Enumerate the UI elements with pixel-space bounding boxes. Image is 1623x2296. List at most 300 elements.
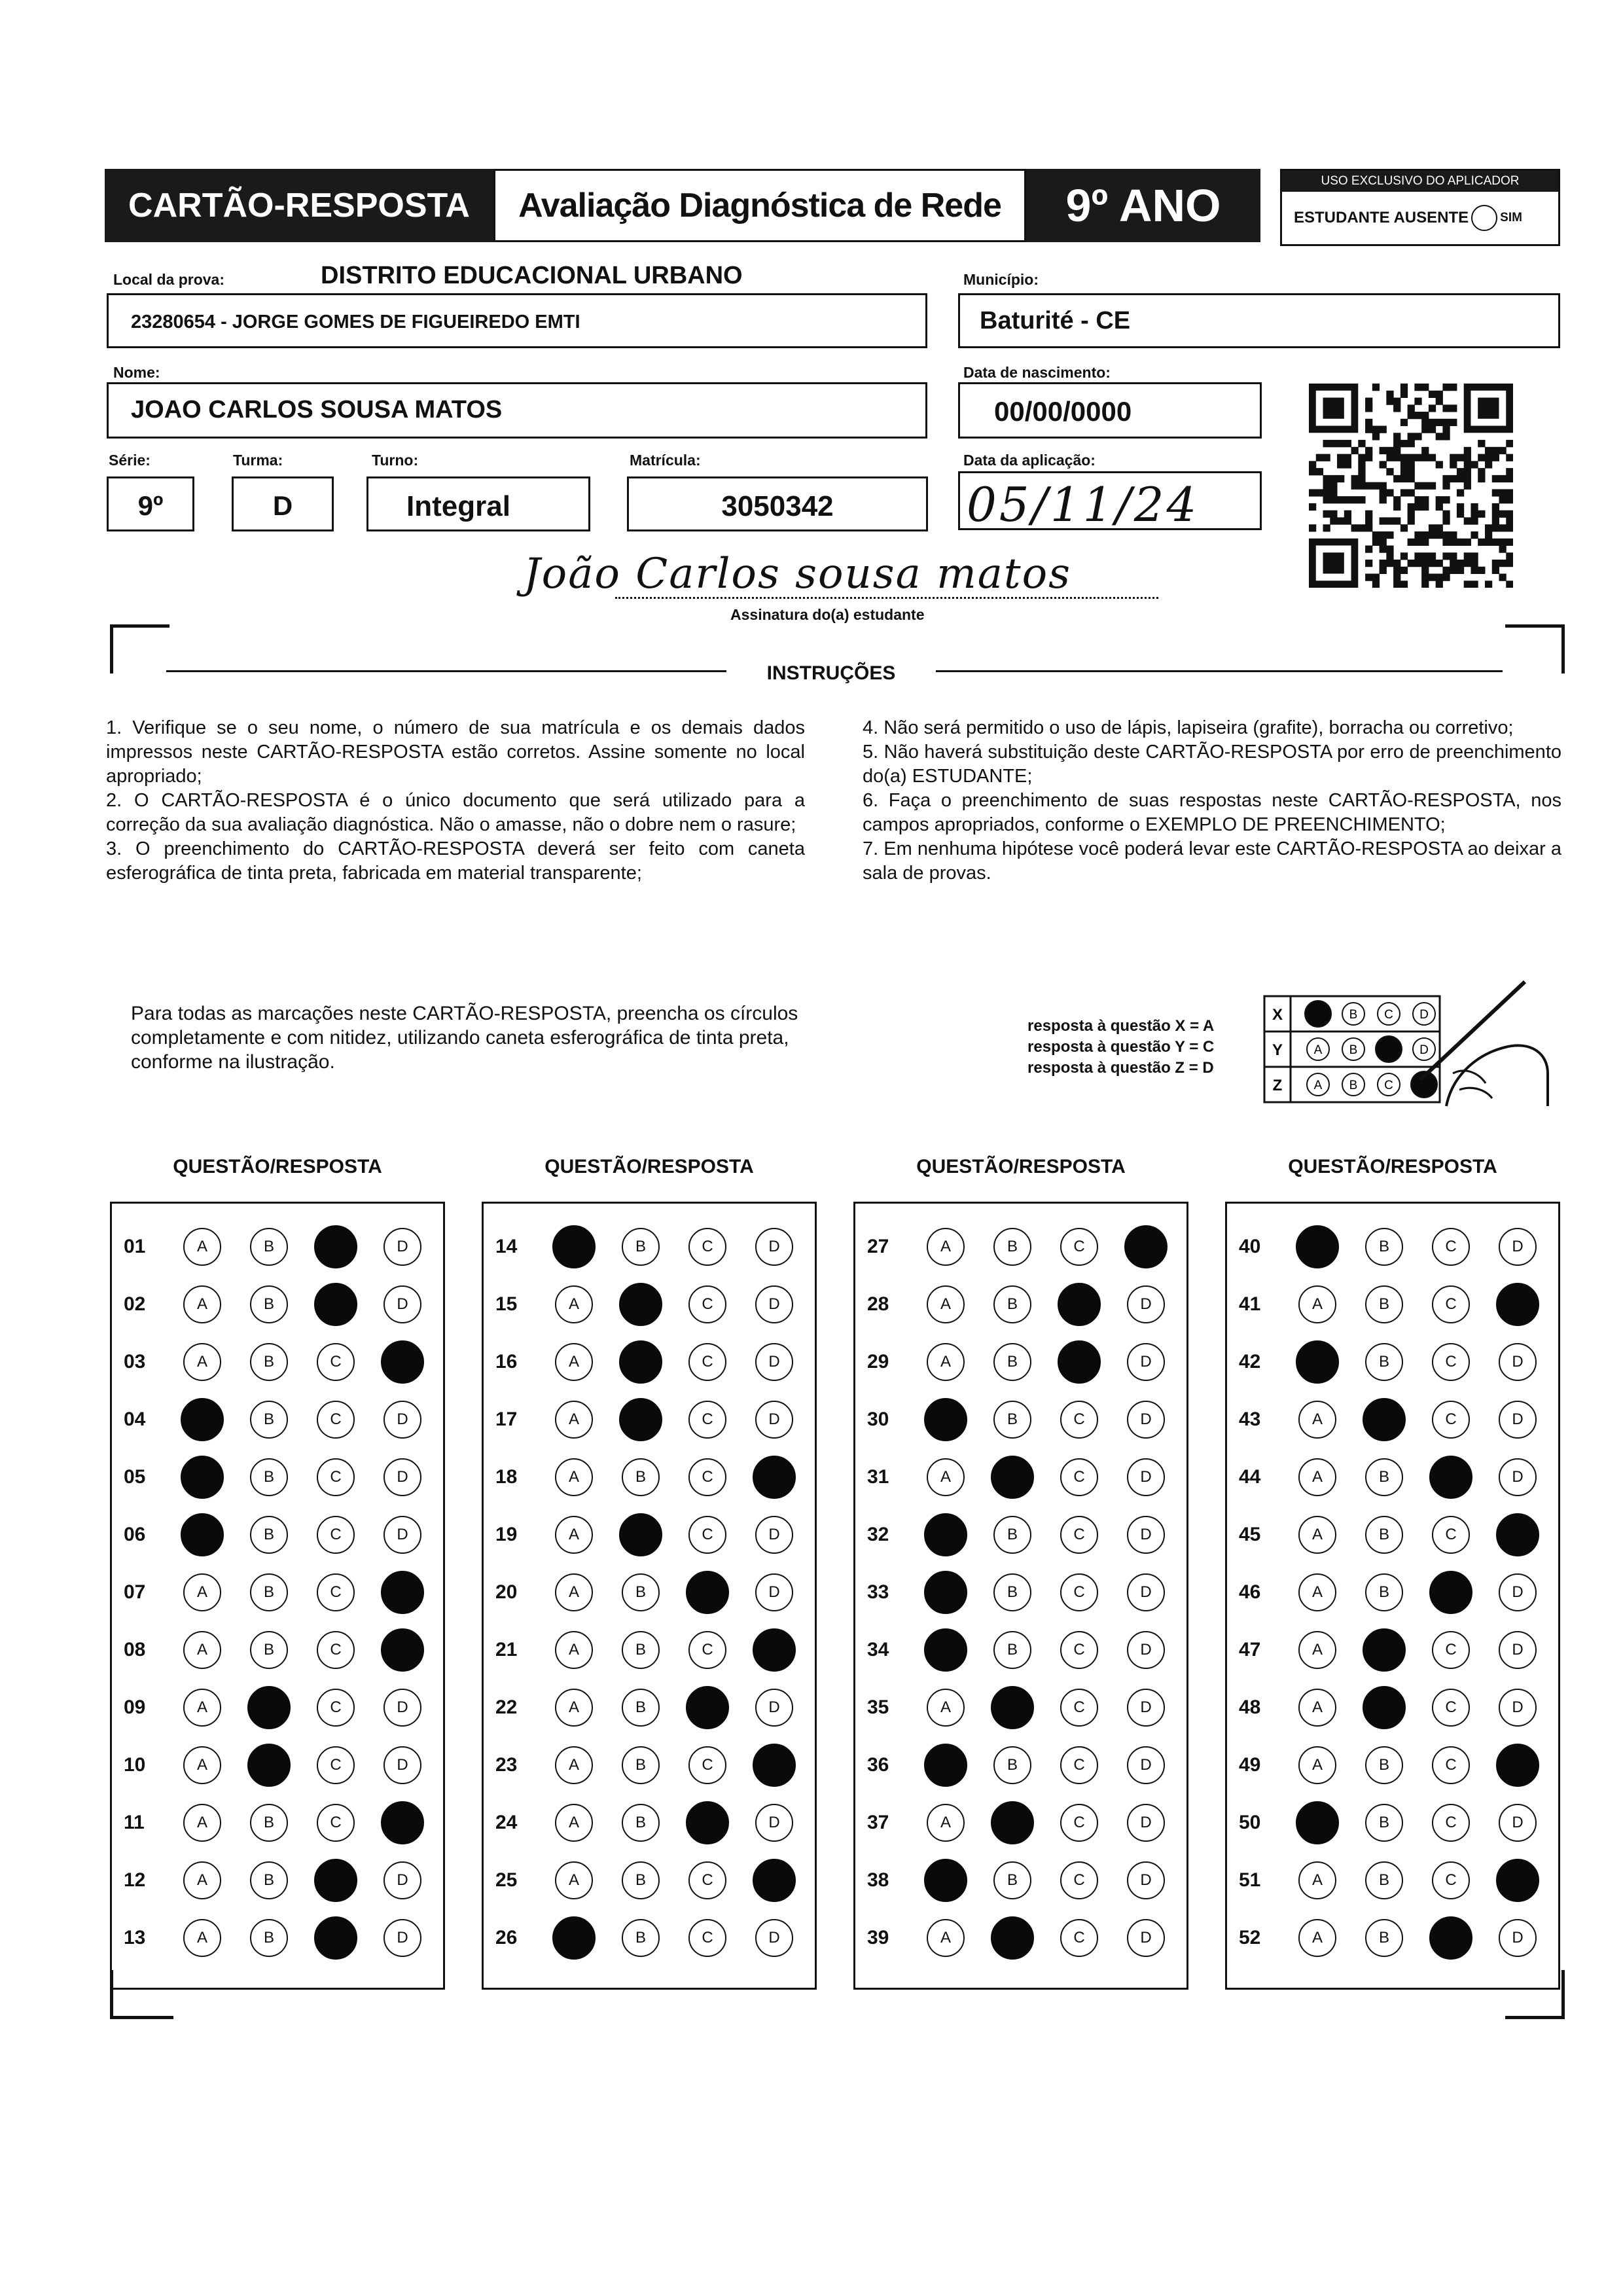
option-bubble-d[interactable]: D — [1127, 1631, 1165, 1669]
option-bubble-d[interactable]: D — [1499, 1804, 1537, 1842]
option-bubble-b[interactable]: B — [1365, 1458, 1403, 1496]
question-number: 29 — [867, 1351, 889, 1372]
option-bubble-d[interactable]: D — [1127, 1746, 1165, 1784]
answer-row — [484, 1276, 815, 1333]
applicator-title: USO EXCLUSIVO DO APLICADOR — [1282, 171, 1558, 192]
option-bubble-a[interactable]: A — [183, 1343, 221, 1381]
option-bubble-d[interactable]: D — [383, 1285, 421, 1323]
option-bubble-b[interactable] — [991, 1456, 1034, 1499]
option-bubble-b[interactable]: B — [250, 1343, 288, 1381]
option-bubble-d[interactable] — [1496, 1859, 1539, 1902]
option-bubble-d[interactable]: D — [755, 1919, 793, 1957]
option-bubble-c[interactable]: C — [1060, 1804, 1098, 1842]
option-bubble-d[interactable]: D — [1127, 1458, 1165, 1496]
option-bubble-b[interactable] — [991, 1801, 1034, 1844]
option-bubble-b[interactable]: B — [993, 1285, 1031, 1323]
turno-label: Turno: — [372, 452, 419, 469]
option-bubble-b[interactable]: B — [993, 1861, 1031, 1899]
option-bubble-c[interactable]: C — [1432, 1228, 1470, 1266]
option-bubble-c[interactable]: C — [1432, 1689, 1470, 1727]
option-bubble-d[interactable]: D — [1499, 1458, 1537, 1496]
option-bubble-b[interactable]: B — [250, 1573, 288, 1611]
option-bubble-a[interactable]: A — [1298, 1516, 1336, 1554]
option-bubble-a[interactable]: A — [927, 1343, 965, 1381]
option-bubble-c[interactable]: C — [317, 1343, 355, 1381]
corner-top-right — [1505, 624, 1565, 673]
option-bubble-b[interactable]: B — [622, 1689, 660, 1727]
question-number: 11 — [124, 1812, 145, 1833]
question-number: 40 — [1239, 1236, 1261, 1257]
option-bubble-c[interactable]: C — [317, 1746, 355, 1784]
question-number: 34 — [867, 1639, 889, 1660]
option-bubble-d[interactable] — [381, 1801, 424, 1844]
question-number: 07 — [124, 1581, 146, 1603]
option-bubble-d[interactable]: D — [1499, 1401, 1537, 1439]
question-number: 35 — [867, 1696, 889, 1718]
option-bubble-a[interactable]: A — [1298, 1631, 1336, 1669]
turma-label: Turma: — [233, 452, 283, 469]
answer-row — [1227, 1506, 1558, 1564]
option-bubble-b[interactable]: B — [622, 1861, 660, 1899]
option-bubble-b[interactable]: B — [622, 1631, 660, 1669]
pen-hand-illustration — [1407, 975, 1551, 1113]
question-number: 19 — [495, 1524, 518, 1545]
option-bubble-a[interactable]: A — [927, 1919, 965, 1957]
option-bubble-b[interactable]: B — [1365, 1516, 1403, 1554]
option-bubble-b[interactable]: B — [250, 1458, 288, 1496]
option-bubble-a[interactable]: A — [183, 1631, 221, 1669]
answer-row — [855, 1736, 1186, 1794]
question-number: 14 — [495, 1236, 518, 1257]
option-bubble-d[interactable] — [753, 1744, 796, 1787]
option-bubble-a[interactable] — [924, 1628, 967, 1672]
option-bubble-b[interactable]: B — [993, 1228, 1031, 1266]
option-bubble-c[interactable]: C — [1432, 1861, 1470, 1899]
option-bubble-c[interactable]: C — [1060, 1573, 1098, 1611]
question-number: 32 — [867, 1524, 889, 1545]
example-bubble-letter: B — [1349, 1079, 1358, 1092]
option-bubble-c[interactable] — [314, 1859, 357, 1902]
option-bubble-a[interactable]: A — [183, 1919, 221, 1957]
question-number: 45 — [1239, 1524, 1261, 1545]
option-bubble-d[interactable] — [1496, 1283, 1539, 1326]
option-bubble-d[interactable]: D — [383, 1919, 421, 1957]
option-bubble-c[interactable]: C — [1060, 1458, 1098, 1496]
option-bubble-c[interactable]: C — [1060, 1689, 1098, 1727]
option-bubble-d[interactable]: D — [1127, 1804, 1165, 1842]
option-bubble-c[interactable] — [686, 1686, 729, 1729]
option-bubble-d[interactable] — [753, 1628, 796, 1672]
option-bubble-b[interactable]: B — [250, 1516, 288, 1554]
option-bubble-d[interactable]: D — [383, 1689, 421, 1727]
option-bubble-c[interactable]: C — [688, 1516, 726, 1554]
option-bubble-a[interactable] — [924, 1859, 967, 1902]
question-number: 26 — [495, 1927, 518, 1948]
option-bubble-b[interactable]: B — [250, 1861, 288, 1899]
option-bubble-c[interactable]: C — [1432, 1746, 1470, 1784]
question-number: 06 — [124, 1524, 146, 1545]
option-bubble-c[interactable]: C — [688, 1458, 726, 1496]
nascimento-label: Data de nascimento: — [963, 364, 1111, 381]
aplicacao-value: 05/11/24 — [967, 477, 1200, 532]
option-bubble-a[interactable] — [924, 1513, 967, 1556]
option-bubble-d[interactable] — [1496, 1513, 1539, 1556]
instruction-7: 7. Em nenhuma hipótese você poderá levar este CARTÃO-RESPOSTA ao deixar a sala de provas. — [863, 838, 1561, 884]
option-bubble-c[interactable] — [1429, 1456, 1472, 1499]
option-bubble-b[interactable] — [619, 1398, 662, 1441]
option-bubble-c[interactable] — [314, 1225, 357, 1268]
option-bubble-d[interactable]: D — [1499, 1919, 1537, 1957]
answer-row — [112, 1448, 443, 1506]
option-bubble-c[interactable]: C — [317, 1573, 355, 1611]
option-bubble-a[interactable]: A — [555, 1861, 593, 1899]
option-bubble-c[interactable]: C — [1432, 1343, 1470, 1381]
option-bubble-c[interactable]: C — [688, 1401, 726, 1439]
turma-field — [232, 476, 334, 531]
municipio-label: Município: — [963, 271, 1039, 288]
option-bubble-d[interactable]: D — [383, 1401, 421, 1439]
option-bubble-b[interactable] — [1363, 1628, 1406, 1672]
answer-row — [484, 1736, 815, 1794]
option-bubble-b[interactable]: B — [1365, 1228, 1403, 1266]
option-bubble-d[interactable]: D — [1127, 1516, 1165, 1554]
option-bubble-a[interactable]: A — [183, 1861, 221, 1899]
answer-row — [484, 1448, 815, 1506]
answer-row — [1227, 1679, 1558, 1736]
option-bubble-a[interactable]: A — [1298, 1458, 1336, 1496]
option-bubble-a[interactable]: A — [183, 1228, 221, 1266]
instructions-rule-right — [936, 670, 1503, 672]
question-number: 25 — [495, 1869, 518, 1891]
option-bubble-a[interactable]: A — [183, 1804, 221, 1842]
option-bubble-a[interactable]: A — [183, 1689, 221, 1727]
option-bubble-d[interactable] — [1496, 1744, 1539, 1787]
option-bubble-a[interactable]: A — [555, 1804, 593, 1842]
question-number: 48 — [1239, 1696, 1261, 1718]
option-bubble-b[interactable] — [1363, 1398, 1406, 1441]
option-bubble-c[interactable]: C — [1060, 1631, 1098, 1669]
instruction-6: 6. Faça o preenchimento de suas respostas neste CARTÃO-RESPOSTA, nos campos apropriados, conforme o EXEMPLO DE PREENCHIMENTO; — [863, 790, 1561, 835]
option-bubble-c[interactable]: C — [1432, 1401, 1470, 1439]
option-bubble-a[interactable] — [924, 1571, 967, 1614]
option-bubble-d[interactable] — [1124, 1225, 1168, 1268]
option-bubble-a[interactable] — [1296, 1340, 1339, 1384]
option-bubble-c[interactable]: C — [1060, 1401, 1098, 1439]
option-bubble-b[interactable]: B — [250, 1228, 288, 1266]
option-bubble-c[interactable] — [686, 1571, 729, 1614]
instructions-right — [863, 716, 1561, 886]
option-bubble-b[interactable]: B — [1365, 1804, 1403, 1842]
answer-column-title: QUESTÃO/RESPOSTA — [916, 1156, 1126, 1177]
option-bubble-c[interactable] — [686, 1801, 729, 1844]
option-bubble-b[interactable]: B — [622, 1228, 660, 1266]
option-bubble-a[interactable] — [181, 1398, 224, 1441]
option-bubble-c[interactable]: C — [317, 1516, 355, 1554]
option-bubble-c[interactable] — [314, 1916, 357, 1960]
option-bubble-b[interactable]: B — [993, 1401, 1031, 1439]
option-bubble-c[interactable]: C — [317, 1631, 355, 1669]
question-number: 47 — [1239, 1639, 1261, 1660]
example-bubble-letter: C — [1384, 1008, 1393, 1022]
option-bubble-a[interactable]: A — [555, 1458, 593, 1496]
option-bubble-d[interactable]: D — [383, 1228, 421, 1266]
answer-row — [1227, 1218, 1558, 1276]
option-bubble-c[interactable] — [1429, 1571, 1472, 1614]
option-bubble-a[interactable] — [552, 1916, 596, 1960]
option-bubble-b[interactable] — [991, 1916, 1034, 1960]
option-bubble-d[interactable]: D — [1499, 1631, 1537, 1669]
option-bubble-b[interactable]: B — [1365, 1746, 1403, 1784]
local-label: Local da prova: — [113, 271, 224, 288]
option-bubble-d[interactable]: D — [383, 1458, 421, 1496]
option-bubble-a[interactable]: A — [927, 1285, 965, 1323]
local-district: DISTRITO EDUCACIONAL URBANO — [321, 262, 743, 289]
example-legend-z: resposta à questão Z = D — [1027, 1059, 1214, 1077]
option-bubble-b[interactable]: B — [1365, 1919, 1403, 1957]
fill-note: Para todas as marcações neste CARTÃO-RESPOSTA, preencha os círculos completamente e com nitidez, utilizando caneta esferográfica de tinta preta, conforme na ilustração. — [131, 1003, 798, 1073]
option-bubble-c[interactable]: C — [1060, 1919, 1098, 1957]
option-bubble-c[interactable]: C — [317, 1401, 355, 1439]
option-bubble-a[interactable]: A — [183, 1573, 221, 1611]
option-bubble-b[interactable]: B — [993, 1573, 1031, 1611]
question-number: 41 — [1239, 1293, 1261, 1315]
option-bubble-b[interactable] — [991, 1686, 1034, 1729]
option-bubble-b[interactable]: B — [1365, 1343, 1403, 1381]
aplicacao-field — [958, 471, 1262, 530]
option-bubble-b[interactable] — [619, 1513, 662, 1556]
option-bubble-b[interactable] — [1363, 1686, 1406, 1729]
option-bubble-b[interactable]: B — [993, 1516, 1031, 1554]
option-bubble-d[interactable]: D — [755, 1573, 793, 1611]
option-bubble-a[interactable]: A — [927, 1804, 965, 1842]
option-bubble-d[interactable]: D — [755, 1804, 793, 1842]
question-number: 30 — [867, 1408, 889, 1430]
option-bubble-b[interactable]: B — [250, 1631, 288, 1669]
option-bubble-d[interactable]: D — [383, 1516, 421, 1554]
option-bubble-b[interactable]: B — [993, 1343, 1031, 1381]
answer-row — [1227, 1794, 1558, 1852]
option-bubble-a[interactable]: A — [1298, 1401, 1336, 1439]
option-bubble-a[interactable]: A — [1298, 1861, 1336, 1899]
example-bubble-letter: D — [1419, 1043, 1429, 1057]
option-bubble-d[interactable]: D — [383, 1746, 421, 1784]
option-bubble-d[interactable]: D — [1127, 1285, 1165, 1323]
question-number: 52 — [1239, 1927, 1261, 1948]
answer-row — [1227, 1621, 1558, 1679]
option-bubble-c[interactable]: C — [688, 1861, 726, 1899]
answer-column-box — [1225, 1202, 1560, 1990]
example-bubble-letter: B — [1349, 1043, 1358, 1057]
question-number: 50 — [1239, 1812, 1261, 1833]
option-bubble-d[interactable]: D — [1499, 1343, 1537, 1381]
option-bubble-d[interactable]: D — [755, 1285, 793, 1323]
answer-row — [1227, 1333, 1558, 1391]
option-bubble-c[interactable]: C — [317, 1804, 355, 1842]
option-bubble-b[interactable]: B — [622, 1458, 660, 1496]
signature-label: Assinatura do(a) estudante — [730, 606, 925, 623]
option-bubble-b[interactable]: B — [1365, 1861, 1403, 1899]
option-bubble-d[interactable]: D — [755, 1689, 793, 1727]
option-bubble-a[interactable] — [181, 1513, 224, 1556]
example-bubble — [1305, 1001, 1331, 1027]
question-number: 23 — [495, 1754, 518, 1776]
option-bubble-b[interactable]: B — [250, 1804, 288, 1842]
option-bubble-d[interactable] — [381, 1571, 424, 1614]
option-bubble-b[interactable]: B — [1365, 1573, 1403, 1611]
option-bubble-d[interactable]: D — [755, 1343, 793, 1381]
answer-row — [484, 1794, 815, 1852]
instruction-2: 2. O CARTÃO-RESPOSTA é o único documento que será utilizado para a correção da sua avaliação diagnóstica. Não o amasse, não o dobre nem o rasure; — [106, 790, 805, 835]
option-bubble-b[interactable]: B — [993, 1746, 1031, 1784]
option-bubble-a[interactable]: A — [927, 1689, 965, 1727]
option-bubble-d[interactable]: D — [1499, 1689, 1537, 1727]
option-bubble-d[interactable]: D — [1127, 1919, 1165, 1957]
option-bubble-a[interactable]: A — [555, 1689, 593, 1727]
answer-row — [112, 1218, 443, 1276]
option-bubble-c[interactable]: C — [317, 1689, 355, 1727]
option-bubble-a[interactable]: A — [927, 1458, 965, 1496]
option-bubble-a[interactable]: A — [555, 1631, 593, 1669]
option-bubble-c[interactable] — [1058, 1283, 1101, 1326]
option-bubble-b[interactable] — [619, 1283, 662, 1326]
option-bubble-d[interactable] — [753, 1859, 796, 1902]
absent-checkbox[interactable] — [1294, 205, 1522, 231]
example-bubble-letter: B — [1349, 1008, 1358, 1022]
option-bubble-c[interactable]: C — [688, 1919, 726, 1957]
option-bubble-b[interactable]: B — [1365, 1285, 1403, 1323]
option-bubble-a[interactable]: A — [183, 1285, 221, 1323]
answer-row — [1227, 1852, 1558, 1909]
option-bubble-c[interactable]: C — [1060, 1746, 1098, 1784]
option-bubble-d[interactable]: D — [1499, 1228, 1537, 1266]
option-bubble-c[interactable] — [314, 1283, 357, 1326]
instructions-left — [106, 716, 805, 886]
question-number: 18 — [495, 1466, 518, 1488]
option-bubble-d[interactable]: D — [1127, 1401, 1165, 1439]
option-bubble-b[interactable]: B — [250, 1401, 288, 1439]
option-bubble-c[interactable] — [1058, 1340, 1101, 1384]
option-bubble-b[interactable] — [619, 1340, 662, 1384]
option-bubble-c[interactable]: C — [1060, 1861, 1098, 1899]
answer-row — [1227, 1276, 1558, 1333]
option-bubble-a[interactable]: A — [1298, 1285, 1336, 1323]
option-bubble-a[interactable]: A — [555, 1343, 593, 1381]
answer-column-box — [482, 1202, 817, 1990]
answer-row — [484, 1852, 815, 1909]
question-number: 01 — [124, 1236, 146, 1257]
absent-circle[interactable] — [1471, 205, 1497, 231]
answer-row — [855, 1333, 1186, 1391]
option-bubble-c[interactable]: C — [1432, 1285, 1470, 1323]
option-bubble-d[interactable]: D — [755, 1516, 793, 1554]
option-bubble-a[interactable]: A — [555, 1516, 593, 1554]
option-bubble-b[interactable]: B — [622, 1746, 660, 1784]
option-bubble-d[interactable]: D — [1127, 1343, 1165, 1381]
signature-line — [615, 597, 1158, 599]
option-bubble-c[interactable]: C — [688, 1228, 726, 1266]
option-bubble-d[interactable] — [753, 1456, 796, 1499]
option-bubble-d[interactable]: D — [383, 1861, 421, 1899]
question-number: 04 — [124, 1408, 146, 1430]
option-bubble-c[interactable]: C — [1060, 1516, 1098, 1554]
option-bubble-b[interactable]: B — [993, 1631, 1031, 1669]
answer-row — [112, 1564, 443, 1621]
option-bubble-b[interactable]: B — [622, 1573, 660, 1611]
option-bubble-a[interactable]: A — [183, 1746, 221, 1784]
option-bubble-d[interactable]: D — [1127, 1861, 1165, 1899]
option-bubble-c[interactable]: C — [688, 1285, 726, 1323]
option-bubble-c[interactable]: C — [1432, 1516, 1470, 1554]
answer-column-title: QUESTÃO/RESPOSTA — [544, 1156, 754, 1177]
answer-row — [855, 1276, 1186, 1333]
option-bubble-c[interactable]: C — [1060, 1228, 1098, 1266]
option-bubble-a[interactable]: A — [555, 1746, 593, 1784]
question-number: 49 — [1239, 1754, 1261, 1776]
question-number: 36 — [867, 1754, 889, 1776]
option-bubble-a[interactable] — [552, 1225, 596, 1268]
option-bubble-b[interactable]: B — [250, 1285, 288, 1323]
option-bubble-c[interactable]: C — [1432, 1804, 1470, 1842]
option-bubble-a[interactable]: A — [555, 1401, 593, 1439]
option-bubble-d[interactable] — [381, 1628, 424, 1672]
option-bubble-a[interactable] — [181, 1456, 224, 1499]
option-bubble-a[interactable] — [1296, 1225, 1339, 1268]
option-bubble-c[interactable]: C — [688, 1631, 726, 1669]
nome-value: JOAO CARLOS SOUSA MATOS — [131, 396, 503, 423]
corner-top-left — [110, 624, 169, 673]
serie-label: Série: — [109, 452, 151, 469]
option-bubble-d[interactable]: D — [755, 1228, 793, 1266]
option-bubble-b[interactable]: B — [622, 1919, 660, 1957]
answer-row — [112, 1333, 443, 1391]
question-number: 13 — [124, 1927, 146, 1948]
option-bubble-c[interactable]: C — [688, 1343, 726, 1381]
answer-row — [1227, 1909, 1558, 1967]
option-bubble-b[interactable] — [247, 1744, 291, 1787]
option-bubble-b[interactable] — [247, 1686, 291, 1729]
grade-text: 9º ANO — [1065, 180, 1221, 231]
option-bubble-a[interactable]: A — [555, 1285, 593, 1323]
exam-name-text: Avaliação Diagnóstica de Rede — [518, 187, 1001, 224]
option-bubble-c[interactable] — [1429, 1916, 1472, 1960]
option-bubble-a[interactable] — [924, 1398, 967, 1441]
option-bubble-d[interactable]: D — [755, 1401, 793, 1439]
instructions-rule-left — [166, 670, 726, 672]
option-bubble-b[interactable]: B — [622, 1804, 660, 1842]
option-bubble-d[interactable]: D — [1127, 1573, 1165, 1611]
option-bubble-c[interactable]: C — [1432, 1631, 1470, 1669]
example-legend-y: resposta à questão Y = C — [1027, 1038, 1215, 1056]
option-bubble-d[interactable] — [381, 1340, 424, 1384]
option-bubble-a[interactable] — [924, 1744, 967, 1787]
answer-row — [112, 1391, 443, 1448]
option-bubble-a[interactable]: A — [1298, 1689, 1336, 1727]
option-bubble-c[interactable]: C — [317, 1458, 355, 1496]
nome-field — [107, 382, 927, 439]
option-bubble-a[interactable]: A — [1298, 1573, 1336, 1611]
option-bubble-a[interactable] — [1296, 1801, 1339, 1844]
option-bubble-a[interactable]: A — [1298, 1919, 1336, 1957]
option-bubble-a[interactable]: A — [555, 1573, 593, 1611]
option-bubble-a[interactable]: A — [927, 1228, 965, 1266]
answer-row — [484, 1333, 815, 1391]
option-bubble-c[interactable]: C — [688, 1746, 726, 1784]
option-bubble-d[interactable]: D — [1127, 1689, 1165, 1727]
option-bubble-a[interactable]: A — [1298, 1746, 1336, 1784]
answer-row — [112, 1679, 443, 1736]
option-bubble-b[interactable]: B — [250, 1919, 288, 1957]
option-bubble-d[interactable]: D — [1499, 1573, 1537, 1611]
